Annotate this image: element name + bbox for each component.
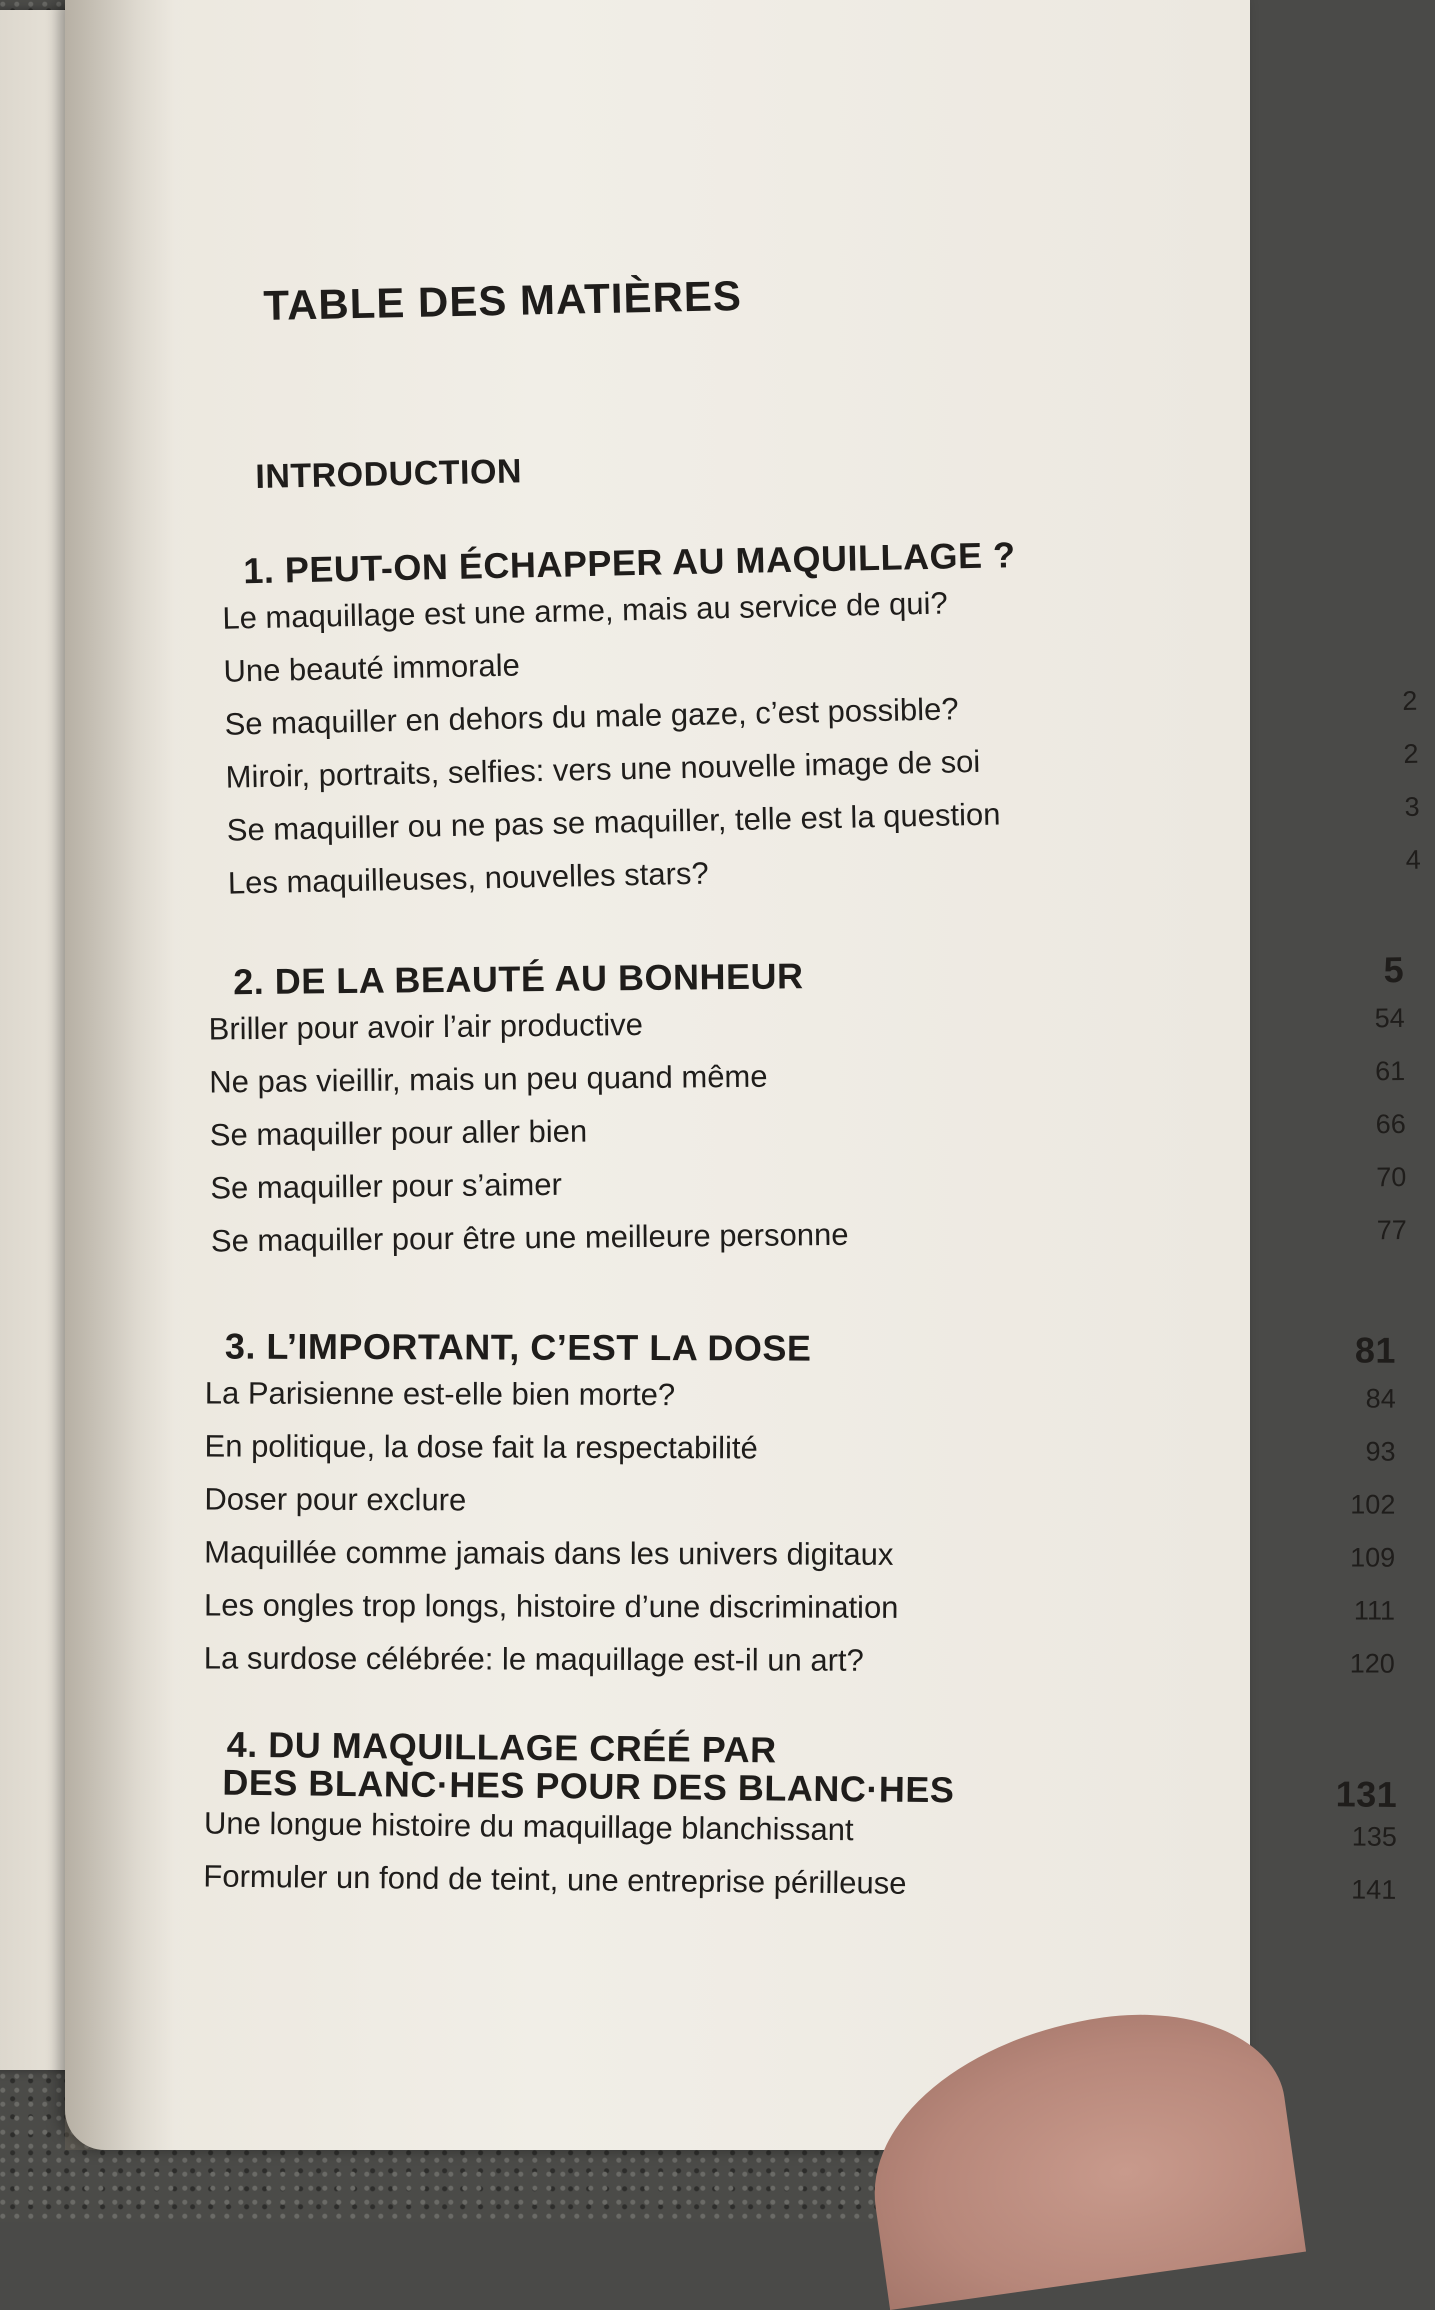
- entry-page: 70: [1376, 1162, 1420, 1193]
- entry-page: 135: [1352, 1821, 1411, 1853]
- chapter-2: [65, 949, 1421, 1278]
- entry-page: 66: [1376, 1109, 1420, 1140]
- toc-entry: [204, 1428, 1409, 1485]
- chapter-title: DES BLANC·HES POUR DES BLANC·HES: [222, 1762, 954, 1812]
- entry-page: 109: [1350, 1542, 1409, 1573]
- chapter-title: 3. L’IMPORTANT, C’EST LA DOSE: [225, 1326, 812, 1370]
- entry-title: Se maquiller pour s’aimer: [210, 1167, 562, 1207]
- table-of-contents: [65, 0, 1250, 2150]
- entry-page: 77: [1377, 1215, 1421, 1246]
- entry-page: 2: [1402, 685, 1432, 717]
- book-page: [65, 0, 1250, 2150]
- chapter-page: 5: [1383, 949, 1418, 991]
- chapter-4: [63, 1722, 1412, 1924]
- chapter-page: 81: [1355, 1330, 1410, 1372]
- entry-title: Briller pour avoir l’air productive: [209, 1007, 644, 1048]
- chapter-heading: [225, 1326, 1410, 1380]
- entry-page: 3: [1404, 791, 1434, 823]
- entry-page: 84: [1366, 1384, 1410, 1415]
- entry-title: Le maquillage est une arme, mais au service de qui?: [222, 586, 948, 637]
- entry-title: La surdose célébrée: le maquillage est-il un art?: [204, 1640, 864, 1678]
- toc-entry: [211, 1211, 1421, 1277]
- page-title: TABLE DES MATIÈRES: [263, 272, 742, 330]
- toc-entry: [204, 1640, 1409, 1697]
- entry-page: 141: [1351, 1874, 1410, 1906]
- entry-title: Une longue histoire du maquillage blanchissant: [204, 1805, 854, 1848]
- entry-title: Se maquiller en dehors du male gaze, c’est possible?: [224, 691, 959, 742]
- entry-title: La Parisienne est-elle bien morte?: [205, 1375, 676, 1413]
- entry-page: 120: [1350, 1648, 1409, 1679]
- entry-page: 4: [1405, 844, 1435, 876]
- chapter-page: 131: [1336, 1773, 1412, 1816]
- entry-page: 102: [1350, 1489, 1409, 1520]
- entry-page: 93: [1365, 1437, 1409, 1468]
- entry-title: Ne pas vieillir, mais un peu quand même: [209, 1059, 768, 1101]
- entry-title: Doser pour exclure: [204, 1481, 466, 1518]
- entry-page: 54: [1374, 1003, 1418, 1034]
- entry-title: Se maquiller pour aller bien: [210, 1114, 588, 1154]
- entry-title: Formuler un fond de teint, une entreprise périlleuse: [203, 1858, 906, 1901]
- entry-title: Une beauté immorale: [223, 648, 520, 690]
- entry-page: 61: [1375, 1056, 1419, 1087]
- entry-title: Se maquiller pour être une meilleure personne: [211, 1217, 849, 1260]
- entry-title: Miroir, portraits, selfies: vers une nouvelle image de soi: [225, 744, 980, 796]
- chapter-title: 4. DU MAQUILLAGE CRÉÉ PAR: [227, 1724, 777, 1772]
- chapter-title: 2. DE LA BEAUTÉ AU BONHEUR: [233, 955, 804, 1003]
- entry-title: Les ongles trop longs, histoire d’une discrimination: [204, 1587, 899, 1625]
- introduction-heading: INTRODUCTION: [255, 452, 522, 497]
- toc-entry: [204, 1534, 1409, 1591]
- toc-entry: [204, 1481, 1409, 1538]
- chapter-title: 1. PEUT-ON ÉCHAPPER AU MAQUILLAGE ?: [243, 534, 1016, 592]
- entry-title: Les maquilleuses, nouvelles stars?: [228, 856, 709, 902]
- chapter-3: [64, 1325, 1410, 1698]
- toc-entry: [205, 1375, 1410, 1432]
- entry-page: 111: [1354, 1596, 1409, 1627]
- entry-title: En politique, la dose fait la respectabilité: [205, 1428, 758, 1466]
- entry-page: 2: [1403, 738, 1433, 770]
- toc-entry: [203, 1858, 1410, 1924]
- entry-title: Maquillée comme jamais dans les univers digitaux: [204, 1534, 893, 1572]
- toc-entry: [204, 1587, 1409, 1644]
- chapter-1: [65, 525, 1435, 921]
- entry-title: Se maquiller ou ne pas se maquiller, telle est la question: [226, 796, 1000, 848]
